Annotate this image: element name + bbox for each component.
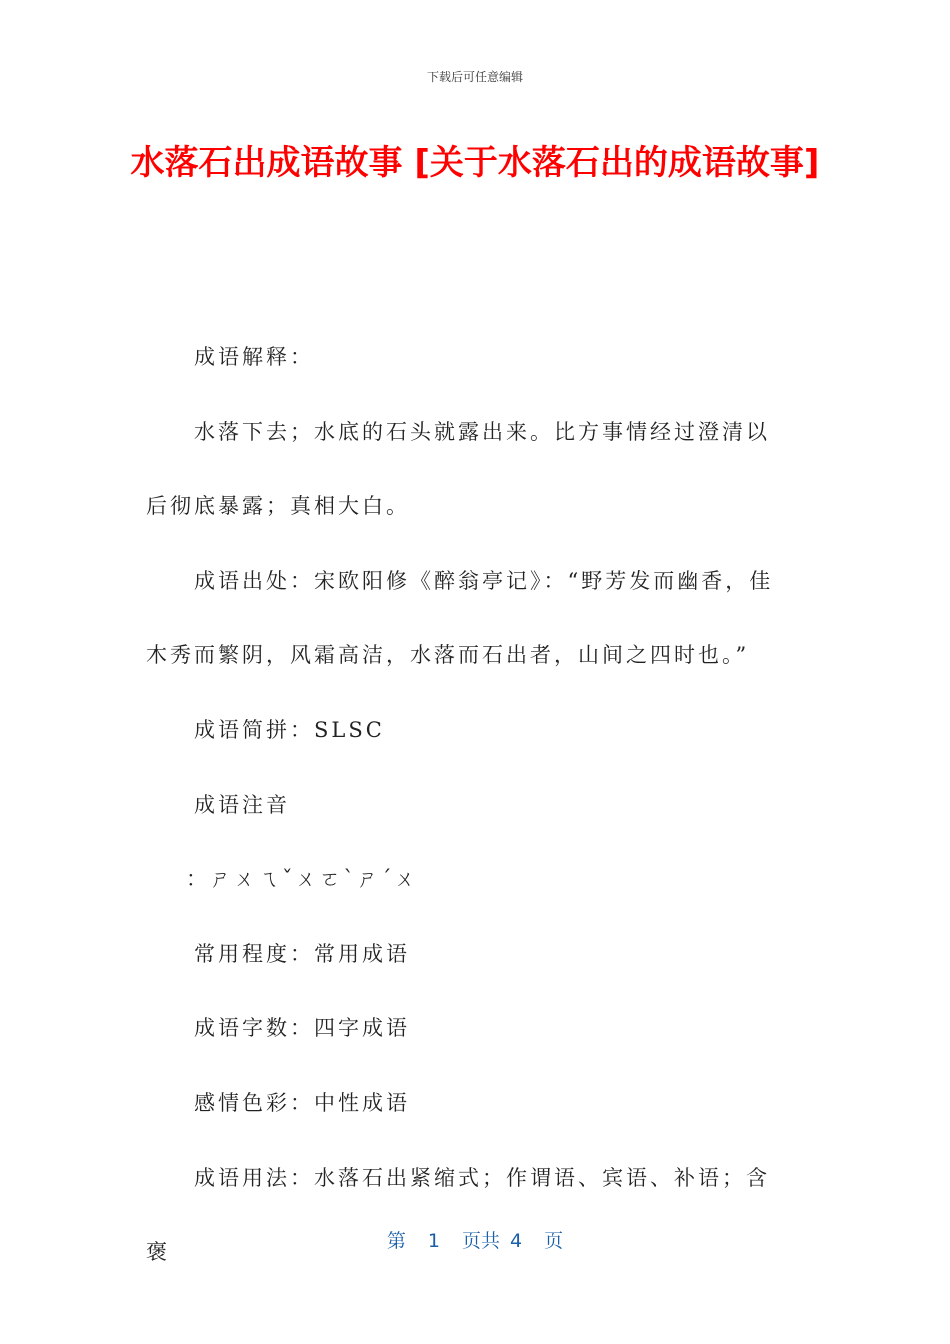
paragraph-idiom-usage: 成语用法：水落石出紧缩式；作谓语、宾语、补语；含褒 [146,1165,770,1265]
footer-current-page: 1 [427,1230,440,1252]
document-body [146,320,792,1290]
page-number-footer [0,1226,950,1253]
footer-page-prefix: 第 [386,1230,406,1252]
footer-page-mid: 页共 [461,1230,500,1252]
paragraph-idiom-zhuyin: ：ㄕㄨㄟˇㄨㄛˋㄕˊㄨ [186,867,419,892]
header-note: 下载后可任意编辑 [426,70,523,84]
paragraph-idiom-abbreviation: 成语简拼：SLSC [194,717,385,742]
paragraph-idiom-sentiment: 感情色彩：中性成语 [194,1090,410,1115]
paragraph-idiom-frequency: 常用程度：常用成语 [194,941,410,966]
paragraph-idiom-zhuyin-label: 成语注音 [194,792,290,817]
paragraph-idiom-source: 成语出处：宋欧阳修《醉翁亭记》：“野芳发而幽香，佳木秀而繁阴，风霜高洁，水落而石出者，山间之四时也。” [146,568,774,668]
paragraph-idiom-char-count: 成语字数：四字成语 [194,1016,410,1041]
footer-page-suffix: 页 [544,1230,564,1252]
footer-total-pages: 4 [510,1230,523,1252]
paragraph-idiom-explanation-label: 成语解释： [194,345,314,369]
paragraph-idiom-explanation: 水落下去；水底的石头就露出来。比方事情经过澄清以后彻底暴露；真相大白。 [146,419,770,519]
document-title: 水落石出成语故事 [关于水落石出的成语故事] [130,143,820,183]
